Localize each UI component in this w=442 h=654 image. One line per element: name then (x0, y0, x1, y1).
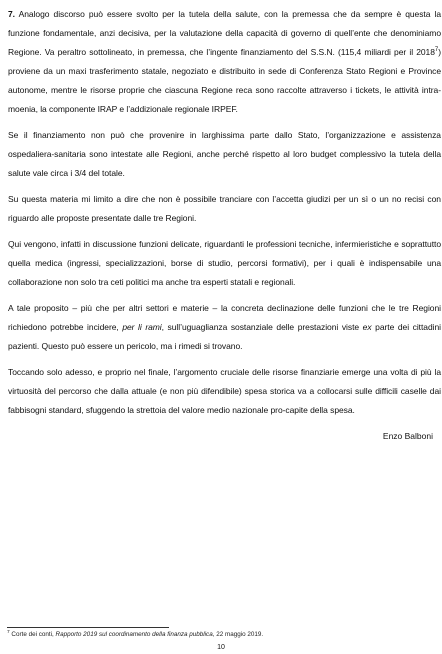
author-signature: Enzo Balboni (382, 431, 433, 441)
footnote-source: Corte dei conti, (9, 631, 56, 638)
paragraph-5-text-c: parte dei cittadini pazienti. Questo può essere un pericolo, ma i rimedi si trovano. (8, 322, 441, 351)
footnote-number: 7 (7, 629, 10, 635)
footnote (7, 631, 263, 639)
paragraph-5-italic-b: ex (362, 322, 372, 332)
paragraph-5-text-b: , sull’uguaglianza sostanziale delle prestazioni viste (161, 322, 363, 332)
paragraph-1 (8, 5, 441, 119)
page-number: 10 (217, 644, 225, 651)
paragraph-5 (8, 299, 441, 356)
document-body (8, 5, 441, 446)
paragraph-1-text-b: ) proviene da un maxi trasferimento statale, negoziato e distribuito in sede di Conferenza Stato Regioni e Province autonome, mentre le risorse proprie che ciascuna Regione reca sono raccolte attraverso i tickets, le attività intra-moenia, la componente IRAP e l’addizionale regionale IRPEF. (8, 47, 441, 114)
footnote-title: Rapporto 2019 sul coordinamento della finanza pubblica (55, 631, 213, 638)
paragraph-4: Qui vengono, infatti in discussione funzioni delicate, riguardanti le professioni tecniche, infermieristiche e soprattutto quella medica (ingressi, specializzazioni, borse di studio, percorsi formativi), per i quali è indispensabile una collaborazione non solo tra ceti politici ma anche tra esperti statali e regionali. (8, 239, 441, 287)
paragraph-3: Su questa materia mi limito a dire che non è possibile tranciare con l’accetta giudizi per un sì o un no recisi con riguardo alle proposte presentate dalle tre Regioni. (8, 194, 441, 223)
section-number: 7. (8, 9, 15, 19)
footnote-divider (7, 627, 169, 628)
footnote-reference[interactable]: 7 (434, 47, 439, 54)
paragraph-2: Se il finanziamento non può che provenire in larghissima parte dallo Stato, l’organizzazione e assistenza ospedaliera-sanitaria sono intestate alle Regioni, anche perché rispetto al loro budget complessivo la tutela della salute vale circa i 3/4 del totale. (8, 130, 441, 178)
paragraph-5-text-a: A tale proposito – più che per altri settori e materie – la concreta declinazione delle funzioni che le tre Regioni richiedono potrebbe incidere, (8, 303, 441, 332)
paragraph-6: Toccando solo adesso, e proprio nel finale, l’argomento cruciale delle risorse finanziarie emerge una volta di più la virtuosità del percorso che dalla attuale (e non più difendibile) spesa storica va a collocarsi sulle difficili caselle dai fabbisogni standard, sfuggendo la strettoia del valore medio nazionale pro-capite della spesa. (8, 367, 441, 415)
paragraph-1-text-a: Analogo discorso può essere svolto per la tutela della salute, con la premessa che da sempre è questa la funzione fondamentale, anzi decisiva, per la valutazione della capacità di governo di quell’ente che denominiamo Regione. Va peraltro sottolineato, in premessa, che l’ingente finanziamento del S.S.N. (115,4 miliardi per il 2018 (8, 9, 441, 57)
paragraph-5-italic-a: per li rami (122, 322, 162, 332)
footnote-date: , 22 maggio 2019. (212, 631, 264, 638)
